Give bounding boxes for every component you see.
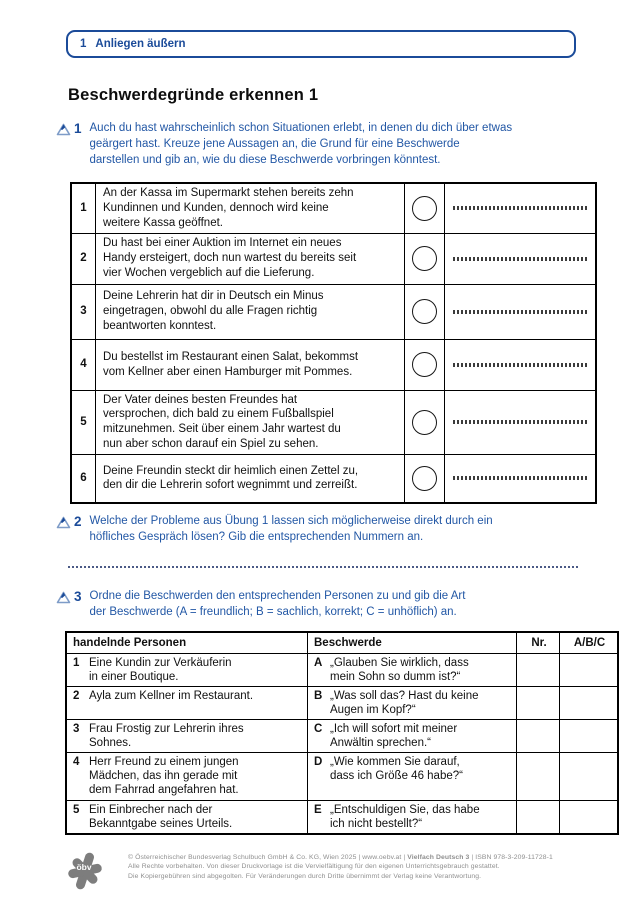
row-number: 6	[71, 454, 96, 503]
checkbox-circle[interactable]	[412, 196, 437, 221]
quote-letter: D	[314, 756, 323, 768]
person-number: 3	[73, 723, 80, 735]
row-number: 5	[71, 390, 96, 454]
table-row	[66, 687, 618, 720]
exercise-number: 2	[74, 514, 82, 529]
quote-letter: C	[314, 723, 323, 735]
table-row	[71, 390, 596, 454]
footer-imprint	[128, 853, 553, 881]
abc-input-cell[interactable]	[560, 801, 619, 835]
answer-line[interactable]	[453, 259, 587, 261]
footer-line-3: Die Kopiergebühren sind abgegolten. Für Veränderungen durch Dritte übernimmt der Verlag keine Verantwortung.	[128, 872, 482, 880]
table-row	[71, 339, 596, 390]
abc-input-cell[interactable]	[560, 654, 619, 687]
exercise-text: Welche der Probleme aus Übung 1 lassen sich möglicherweise direkt durch ein höfliches Gespräch lösen? Gib die entsprechenden Nummern an.	[89, 515, 493, 543]
table-row	[71, 284, 596, 339]
person-number: 1	[73, 657, 80, 669]
nr-input-cell[interactable]	[517, 753, 560, 801]
exercise-1-instruction	[56, 121, 512, 168]
quote-text: „Ich will sofort mit meiner Anwältin sprechen.“	[330, 723, 458, 749]
checkbox-circle[interactable]	[412, 466, 437, 491]
table-row	[66, 753, 618, 801]
statement-text: Deine Freundin steckt dir heimlich einen Zettel zu, den dir die Lehrerin sofort wegnimmt und zerreißt.	[96, 454, 405, 503]
answer-line[interactable]	[453, 478, 587, 480]
exercise-marker-icon	[56, 591, 71, 604]
oebv-logo	[63, 847, 109, 895]
person-number: 5	[73, 804, 80, 816]
exercise-number: 3	[74, 589, 82, 604]
person-text: Ayla zum Kellner im Restaurant.	[89, 690, 254, 702]
chapter-header-box	[66, 30, 576, 58]
row-number: 3	[71, 284, 96, 339]
nr-input-cell[interactable]	[517, 801, 560, 835]
table-row	[71, 454, 596, 503]
person-number: 4	[73, 756, 80, 768]
table-header-row	[66, 632, 618, 654]
column-header-abc: A/B/C	[560, 632, 619, 654]
nr-input-cell[interactable]	[517, 687, 560, 720]
column-header-persons: handelnde Personen	[66, 632, 308, 654]
person-text: Ein Einbrecher nach der Bekanntgabe seines Urteils.	[89, 804, 233, 830]
statement-text: Du bestellst im Restaurant einen Salat, bekommst vom Kellner aber einen Hamburger mit Pommes.	[96, 339, 405, 390]
answer-line[interactable]	[453, 365, 587, 367]
statement-text: An der Kassa im Supermarkt stehen bereits zehn Kundinnen und Kunden, dennoch wird keine weitere Kassa geöffnet.	[96, 183, 405, 233]
chapter-number: 1	[80, 38, 87, 50]
answer-line-exercise2[interactable]	[68, 566, 578, 568]
quote-text: „Glauben Sie wirklich, dass mein Sohn so dumm ist?“	[330, 657, 469, 683]
person-text: Eine Kundin zur Verkäuferin in einer Boutique.	[89, 657, 232, 683]
answer-line[interactable]	[453, 422, 587, 424]
exercise-text: Auch du hast wahrscheinlich schon Situationen erlebt, in denen du dich über etwas geärgert hast. Kreuze jene Aussagen an, die Grund für eine Beschwerde darstellen und gib an, wie du diese Beschwerde vorbringen könntest.	[89, 122, 513, 166]
table-row	[66, 801, 618, 835]
table-row	[66, 654, 618, 687]
checkbox-circle[interactable]	[412, 246, 437, 271]
statements-table	[70, 182, 597, 504]
quote-text: „Entschuldigen Sie, das habe ich nicht bestellt?“	[330, 804, 480, 830]
page-title: Beschwerdegründe erkennen 1	[68, 86, 319, 104]
exercise-number: 1	[74, 121, 82, 136]
column-header-nr: Nr.	[517, 632, 560, 654]
quote-letter: B	[314, 690, 323, 702]
exercise-text: Ordne die Beschwerden den entsprechenden Personen zu und gib die Art der Beschwerde (A = freundlich; B = sachlich, korrekt; C = unhöflich) an.	[89, 590, 466, 618]
exercise-marker-icon	[56, 123, 71, 136]
abc-input-cell[interactable]	[560, 720, 619, 753]
oebv-logo-text: öbv	[76, 862, 92, 872]
abc-input-cell[interactable]	[560, 687, 619, 720]
statement-text: Du hast bei einer Auktion im Internet ein neues Handy ersteigert, doch nun wartest du bereits seit vier Wochen vergeblich auf die Lieferung.	[96, 233, 405, 284]
matching-table	[65, 631, 619, 835]
quote-letter: A	[314, 657, 323, 669]
quote-letter: E	[314, 804, 322, 816]
footer-line-2: Alle Rechte vorbehalten. Von dieser Druckvorlage ist die Vervielfältigung für den eigenen Unterrichtsgebrauch gestattet.	[128, 863, 500, 871]
exercise-2-instruction	[56, 514, 493, 546]
row-number: 4	[71, 339, 96, 390]
checkbox-circle[interactable]	[412, 299, 437, 324]
quote-text: „Wie kommen Sie darauf, dass ich Größe 46 habe?“	[330, 756, 463, 782]
person-text: Frau Frostig zur Lehrerin ihres Sohnes.	[89, 723, 244, 749]
person-text: Herr Freund zu einem jungen Mädchen, das ihn gerade mit dem Fahrrad angefahren hat.	[89, 756, 239, 796]
nr-input-cell[interactable]	[517, 720, 560, 753]
chapter-label: Anliegen äußern	[95, 38, 186, 50]
row-number: 1	[71, 183, 96, 233]
footer-line-1: © Österreichischer Bundesverlag Schulbuch GmbH & Co. KG, Wien 2025 | www.oebv.at | Vielfach Deutsch 3 | ISBN 978-3-209-11728-1	[128, 854, 553, 861]
column-header-complaint: Beschwerde	[308, 632, 517, 654]
quote-text: „Was soll das? Hast du keine Augen im Kopf?“	[330, 690, 479, 716]
exercise-marker-icon	[56, 516, 71, 529]
nr-input-cell[interactable]	[517, 654, 560, 687]
answer-line[interactable]	[453, 208, 587, 210]
checkbox-circle[interactable]	[412, 410, 437, 435]
table-row	[71, 183, 596, 233]
checkbox-circle[interactable]	[412, 352, 437, 377]
table-row	[71, 233, 596, 284]
statement-text: Deine Lehrerin hat dir in Deutsch ein Minus eingetragen, obwohl du alle Fragen richtig beantworten konntest.	[96, 284, 405, 339]
person-number: 2	[73, 690, 80, 702]
abc-input-cell[interactable]	[560, 753, 619, 801]
row-number: 2	[71, 233, 96, 284]
answer-line[interactable]	[453, 312, 587, 314]
statement-text: Der Vater deines besten Freundes hat versprochen, dich bald zu einem Fußballspiel mitzunehmen. Seit über einem Jahr wartest du nun aber schon darauf ein Spiel zu sehen.	[96, 390, 405, 454]
exercise-3-instruction	[56, 589, 465, 621]
table-row	[66, 720, 618, 753]
